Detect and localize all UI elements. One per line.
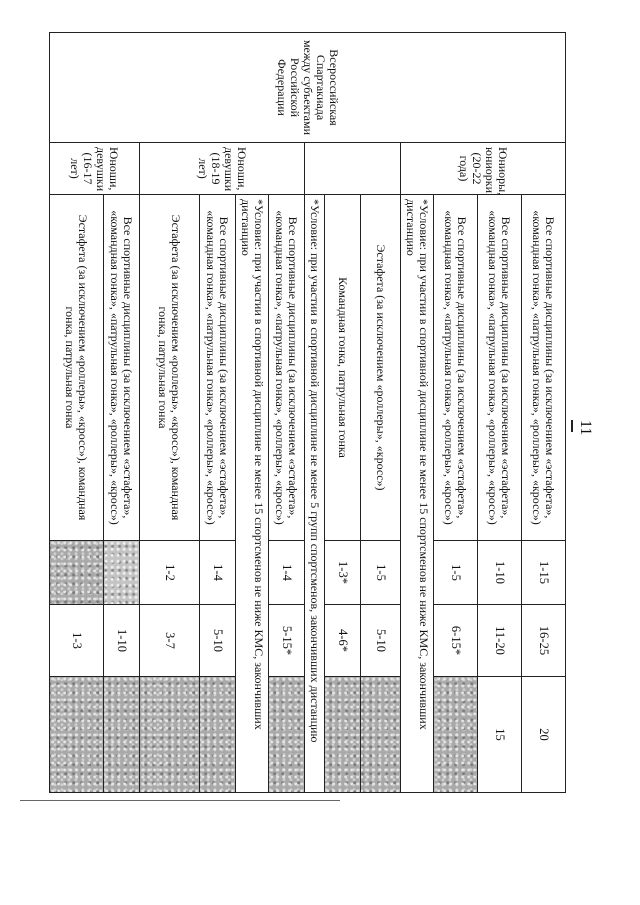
shaded-cell: [325, 677, 361, 793]
blank-group-cell: [305, 143, 401, 195]
event-cell: Всероссийская Спартакиада между субъектами Российской Федерации: [50, 33, 566, 143]
age-group-youth-16-17: Юноши, девушки (16-17 лет): [50, 143, 140, 195]
value-cell: 1-5: [361, 541, 401, 605]
value-cell: 1-2: [140, 541, 200, 605]
rotated-page: [63, 32, 598, 832]
page-number-underline: [571, 420, 573, 432]
shaded-cell: [140, 677, 200, 793]
table-row: [269, 33, 305, 793]
value-cell: 4-6*: [325, 605, 361, 677]
table-row: [104, 33, 140, 793]
value-cell: 11-20: [478, 605, 522, 677]
condition-note: *Условие: при участии в спортивной дисциплине не менее 15 спортсменов не ниже КМС, закончивших дистанцию: [401, 195, 434, 793]
condition-note: *Условие: при участии в спортивной дисциплине не менее 15 спортсменов не ниже КМС, закончивших дистанцию: [236, 195, 269, 793]
shaded-cell: [50, 541, 104, 605]
discipline-cell: Все спортивные дисциплины (за исключением «эстафета», «командная гонка», «патрульная гонка», «роллеры», «кросс»): [522, 195, 566, 541]
bottom-rule: [20, 800, 340, 801]
discipline-cell: Все спортивные дисциплины (за исключением «эстафета», «командная гонка», «патрульная гонка», «роллеры», «кросс»): [269, 195, 305, 541]
discipline-cell: Все спортивные дисциплины (за исключением «эстафета», «командная гонка», «патрульная гонка», «роллеры», «кросс»): [104, 195, 140, 541]
value-cell: 1-3: [50, 605, 104, 677]
discipline-cell: Эстафета (за исключением «роллеры», «кросс»), командная гонка, патрульная гонка: [140, 195, 200, 541]
value-cell: 5-10: [200, 605, 236, 677]
value-cell: 15: [478, 677, 522, 793]
value-cell: 20: [522, 677, 566, 793]
discipline-cell: Командная гонка, патрульная гонка: [325, 195, 361, 541]
discipline-cell: Эстафета (за исключением «роллеры», «кросс»), командная гонка, патрульная гонка: [50, 195, 104, 541]
table-row: [361, 33, 401, 793]
value-cell: 6-15*: [434, 605, 478, 677]
value-cell: 5-15*: [269, 605, 305, 677]
discipline-cell: Все спортивные дисциплины (за исключением «эстафета», «командная гонка», «патрульная гонка», «роллеры», «кросс»): [478, 195, 522, 541]
value-cell: 5-10: [361, 605, 401, 677]
shaded-cell: [50, 677, 104, 793]
value-cell: 1-10: [104, 605, 140, 677]
value-cell: 1-4: [200, 541, 236, 605]
value-cell: 1-15: [522, 541, 566, 605]
shaded-cell: [104, 677, 140, 793]
page-number: 11: [577, 420, 594, 436]
age-group-youth-18-19: Юноши, девушки (18-19 лет): [140, 143, 305, 195]
sports-ranks-table: [49, 32, 566, 793]
shaded-cell: [361, 677, 401, 793]
condition-note: *Условие: при участии в спортивной дисциплине не менее 5 групп спортсменов, закончивших дистанцию: [305, 195, 325, 793]
value-cell: 1-5: [434, 541, 478, 605]
shaded-cell: [269, 677, 305, 793]
discipline-cell: Эстафета (за исключением «роллеры», «кросс»): [361, 195, 401, 541]
value-cell: 3-7: [140, 605, 200, 677]
value-cell: 1-4: [269, 541, 305, 605]
shaded-cell: [104, 541, 140, 605]
age-group-juniors: Юниоры, юниорки (20-22 года): [401, 143, 566, 195]
value-cell: 1-10: [478, 541, 522, 605]
value-cell: 1-3*: [325, 541, 361, 605]
value-cell: 16-25: [522, 605, 566, 677]
discipline-cell: Все спортивные дисциплины (за исключением «эстафета», «командная гонка», «патрульная гонка», «роллеры», «кросс»): [200, 195, 236, 541]
table-row: [522, 33, 566, 793]
discipline-cell: Все спортивные дисциплины (за исключением «эстафета», «командная гонка», «патрульная гонка», «роллеры», «кросс»): [434, 195, 478, 541]
shaded-cell: [434, 677, 478, 793]
shaded-cell: [200, 677, 236, 793]
